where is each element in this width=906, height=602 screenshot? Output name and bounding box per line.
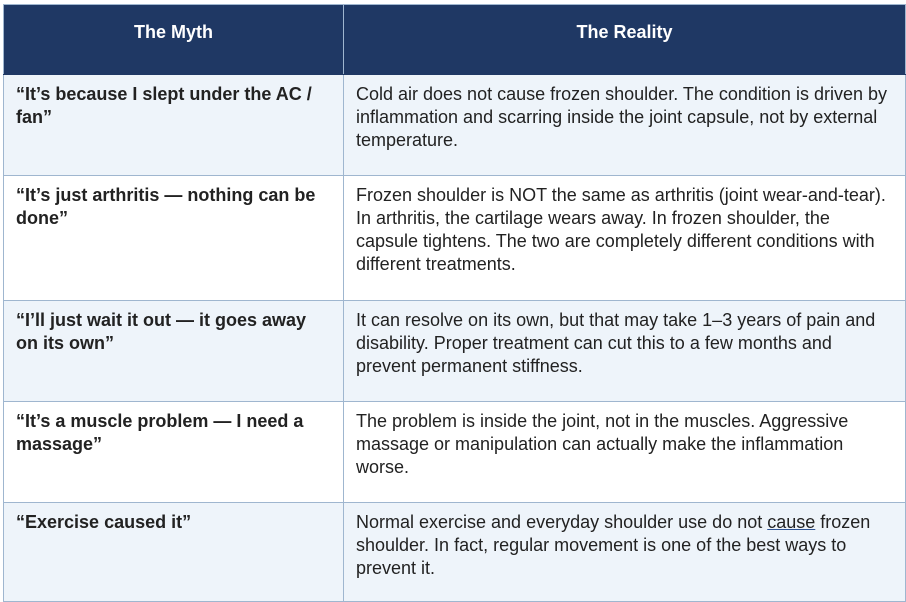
reality-cell: Frozen shoulder is NOT the same as arthritis (joint wear-and-tear). In arthritis, the cartilage wears away. In frozen shoulder, the capsule tightens. The two are completely different conditions with different treatments. [344,176,906,301]
myth-cell: “It’s just arthritis — nothing can be done” [4,176,344,301]
reality-underlined-word: cause [767,512,816,532]
table-row [4,402,906,503]
header-myth: The Myth [4,5,344,75]
header-reality: The Reality [344,5,906,75]
myth-reality-table-wrapper [3,4,905,602]
myth-cell: “I’ll just wait it out — it goes away on its own” [4,301,344,402]
myth-cell: “It’s a muscle problem — I need a massage” [4,402,344,503]
myth-cell: “It’s because I slept under the AC / fan” [4,75,344,176]
myth-reality-table [3,4,906,602]
reality-cell: Cold air does not cause frozen shoulder. The condition is driven by inflammation and scarring inside the joint capsule, not by external temperature. [344,75,906,176]
table-row [4,503,906,602]
table-row [4,75,906,176]
reality-cell: The problem is inside the joint, not in the muscles. Aggressive massage or manipulation can actually make the inflammation worse. [344,402,906,503]
table-row [4,176,906,301]
reality-text-before: Normal exercise and everyday shoulder use do not [356,512,768,532]
reality-text-after: frozen shoulder. In fact, regular movement is one of the best ways to prevent it. [356,512,871,578]
myth-cell: “Exercise caused it” [4,503,344,602]
table-row [4,301,906,402]
reality-cell [344,503,906,602]
reality-cell: It can resolve on its own, but that may take 1–3 years of pain and disability. Proper treatment can cut this to a few months and prevent permanent stiffness. [344,301,906,402]
header-row [4,5,906,75]
